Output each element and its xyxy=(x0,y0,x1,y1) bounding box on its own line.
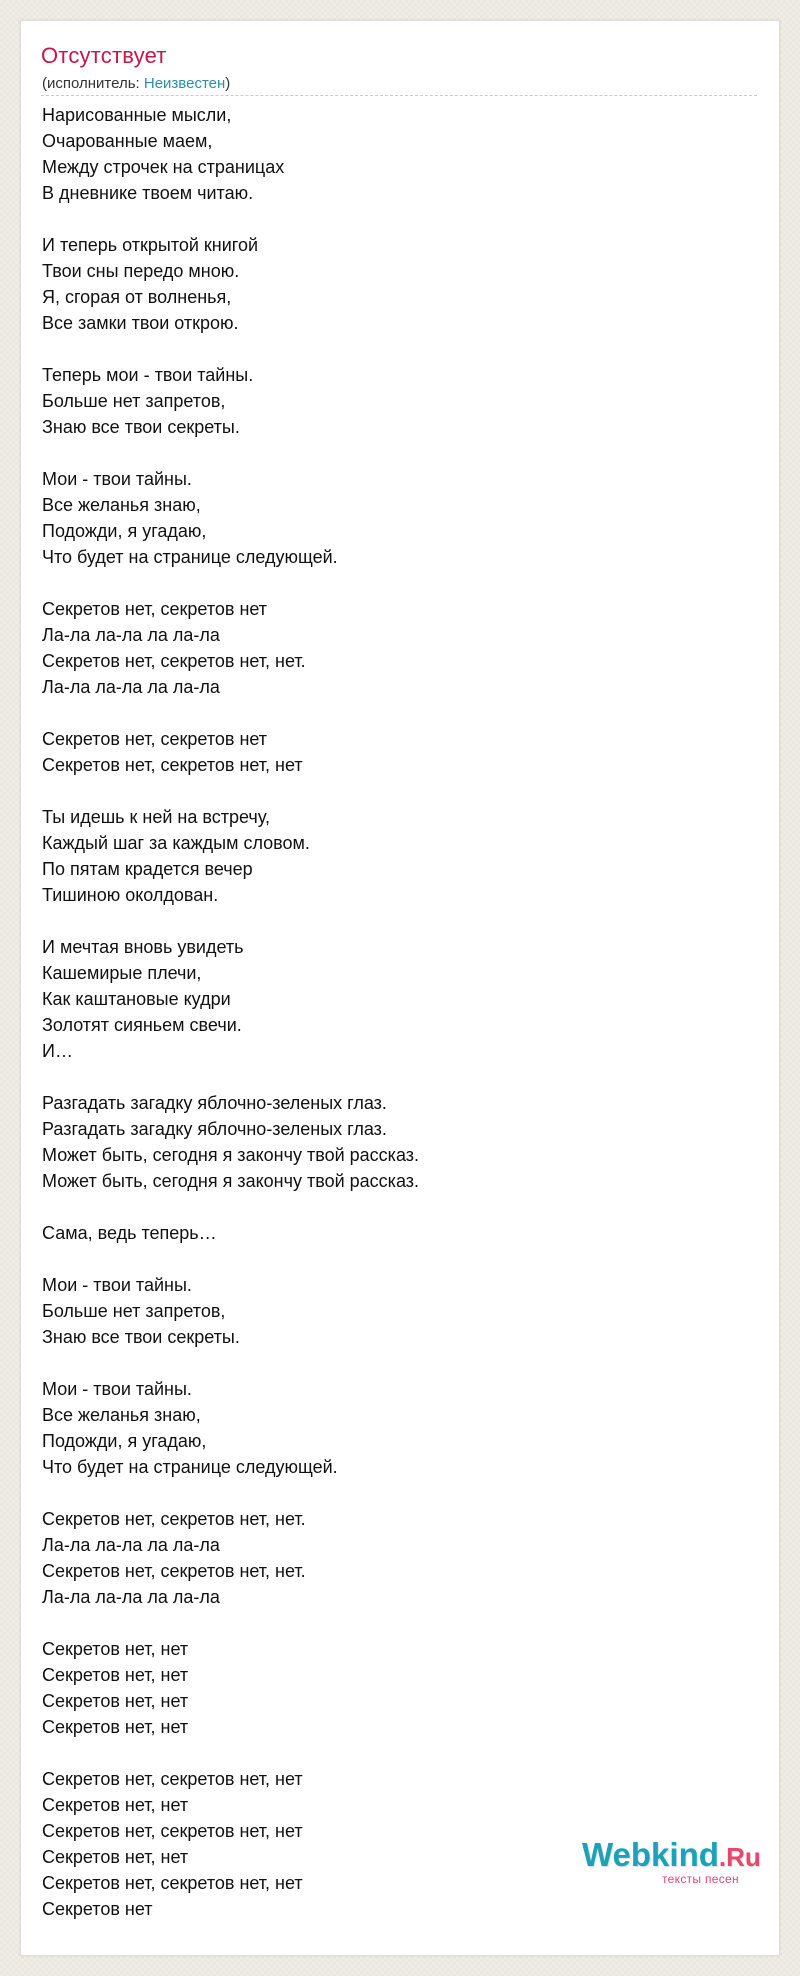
stanza-break xyxy=(42,908,742,934)
lyrics-line: Тишиною околдован. xyxy=(42,885,219,905)
lyrics-line: Ла-ла ла-ла ла ла-ла xyxy=(42,677,220,697)
lyrics-line: И теперь открытой книгой xyxy=(42,235,259,255)
lyrics-line: Я, сгорая от волненья, xyxy=(42,287,232,307)
stanza-break xyxy=(42,440,742,466)
lyrics-line: В дневнике твоем читаю. xyxy=(42,183,254,203)
lyrics-line: Как каштановые кудри xyxy=(42,989,231,1009)
lyrics-line: Разгадать загадку яблочно-зеленых глаз. xyxy=(42,1119,387,1139)
lyrics-line: Секретов нет, секретов нет, нет. xyxy=(42,1561,306,1581)
stanza-break xyxy=(42,1064,742,1090)
lyrics-line: Секретов нет, секретов нет, нет. xyxy=(42,651,306,671)
lyrics-line: Подожди, я угадаю, xyxy=(42,1431,207,1451)
lyrics-card xyxy=(20,20,780,1956)
lyrics-line: И… xyxy=(42,1041,73,1061)
lyrics-line: Очарованные маем, xyxy=(42,131,213,151)
lyrics-line: Ла-ла ла-ла ла ла-ла xyxy=(42,1587,220,1607)
logo-tagline: тексты песен xyxy=(662,1872,739,1886)
artist-link[interactable]: Неизвестен xyxy=(143,75,226,92)
lyrics-line: Может быть, сегодня я закончу твой рассказ. xyxy=(42,1145,420,1165)
lyrics-line: Между строчек на страницах xyxy=(42,157,285,177)
lyrics-line: Секретов нет, секретов нет, нет xyxy=(42,1821,303,1841)
title-divider xyxy=(41,95,757,96)
lyrics-line: И мечтая вновь увидеть xyxy=(42,937,244,957)
lyrics-line: Секретов нет, нет xyxy=(42,1691,189,1711)
lyrics-line: Нарисованные мысли, xyxy=(42,105,232,125)
lyrics-line: Ла-ла ла-ла ла ла-ла xyxy=(42,625,220,645)
lyrics-line: Секретов нет, нет xyxy=(42,1795,189,1815)
song-title: Отсутствует xyxy=(41,43,167,68)
stanza-break xyxy=(42,1610,742,1636)
artist-line xyxy=(42,75,230,92)
logo-wordmark xyxy=(582,1836,761,1874)
lyrics-line: Секретов нет, секретов нет xyxy=(42,729,268,749)
lyrics-line: Мои - твои тайны. xyxy=(42,1275,192,1295)
stanza-break xyxy=(42,336,742,362)
lyrics-line: Больше нет запретов, xyxy=(42,1301,226,1321)
lyrics-line: Секретов нет, секретов нет xyxy=(42,599,268,619)
lyrics-line: Секретов нет, нет xyxy=(42,1665,189,1685)
lyrics-line: Что будет на странице следующей. xyxy=(42,547,338,567)
lyrics-line: Знаю все твои секреты. xyxy=(42,417,240,437)
lyrics-line: Ты идешь к ней на встречу, xyxy=(42,807,270,827)
artist-prefix: (исполнитель: xyxy=(42,75,144,92)
lyrics-line: Секретов нет, секретов нет, нет xyxy=(42,1873,303,1893)
stanza-break xyxy=(42,1480,742,1506)
stanza-break xyxy=(42,700,742,726)
lyrics-line: Все желанья знаю, xyxy=(42,495,201,515)
stanza-break xyxy=(42,1194,742,1220)
stanza-break xyxy=(42,1350,742,1376)
lyrics-line: По пятам крадется вечер xyxy=(42,859,253,879)
lyrics-line: Все замки твои открою. xyxy=(42,313,239,333)
lyrics-line: Подожди, я угадаю, xyxy=(42,521,207,541)
stanza-break xyxy=(42,1740,742,1766)
lyrics-line: Знаю все твои секреты. xyxy=(42,1327,240,1347)
lyrics-line: Секретов нет, нет xyxy=(42,1717,189,1737)
stanza-break xyxy=(42,570,742,596)
lyrics-line: Секретов нет, секретов нет, нет xyxy=(42,755,303,775)
lyrics-line: Секретов нет, нет xyxy=(42,1639,189,1659)
lyrics-line: Золотят сияньем свечи. xyxy=(42,1015,242,1035)
stanza-break xyxy=(42,1246,742,1272)
lyrics-line: Ла-ла ла-ла ла ла-ла xyxy=(42,1535,220,1555)
lyrics-line: Каждый шаг за каждым словом. xyxy=(42,833,310,853)
lyrics-line: Мои - твои тайны. xyxy=(42,469,192,489)
logo-tld: .Ru xyxy=(718,1842,761,1872)
stanza-break xyxy=(42,778,742,804)
lyrics-line: Больше нет запретов, xyxy=(42,391,226,411)
lyrics-line: Что будет на странице следующей. xyxy=(42,1457,338,1477)
lyrics-line: Сама, ведь теперь… xyxy=(42,1223,217,1243)
stanza-break xyxy=(42,206,742,232)
lyrics-line: Мои - твои тайны. xyxy=(42,1379,192,1399)
webkind-logo[interactable] xyxy=(582,1836,792,1896)
artist-suffix: ) xyxy=(225,75,231,92)
logo-main-text: Webkind xyxy=(582,1836,719,1873)
lyrics-line: Теперь мои - твои тайны. xyxy=(42,365,254,385)
lyrics-line: Разгадать загадку яблочно-зеленых глаз. xyxy=(42,1093,387,1113)
lyrics-line: Секретов нет, секретов нет, нет. xyxy=(42,1509,306,1529)
lyrics-line: Секретов нет, секретов нет, нет xyxy=(42,1769,303,1789)
lyrics-line: Все желанья знаю, xyxy=(42,1405,201,1425)
lyrics-line: Секретов нет, нет xyxy=(42,1847,189,1867)
lyrics-line: Может быть, сегодня я закончу твой рассказ. xyxy=(42,1171,420,1191)
lyrics-line: Твои сны передо мною. xyxy=(42,261,240,281)
lyrics-line: Кашемирые плечи, xyxy=(42,963,202,983)
lyrics-text xyxy=(42,102,742,1922)
lyrics-line: Секретов нет xyxy=(42,1899,153,1919)
